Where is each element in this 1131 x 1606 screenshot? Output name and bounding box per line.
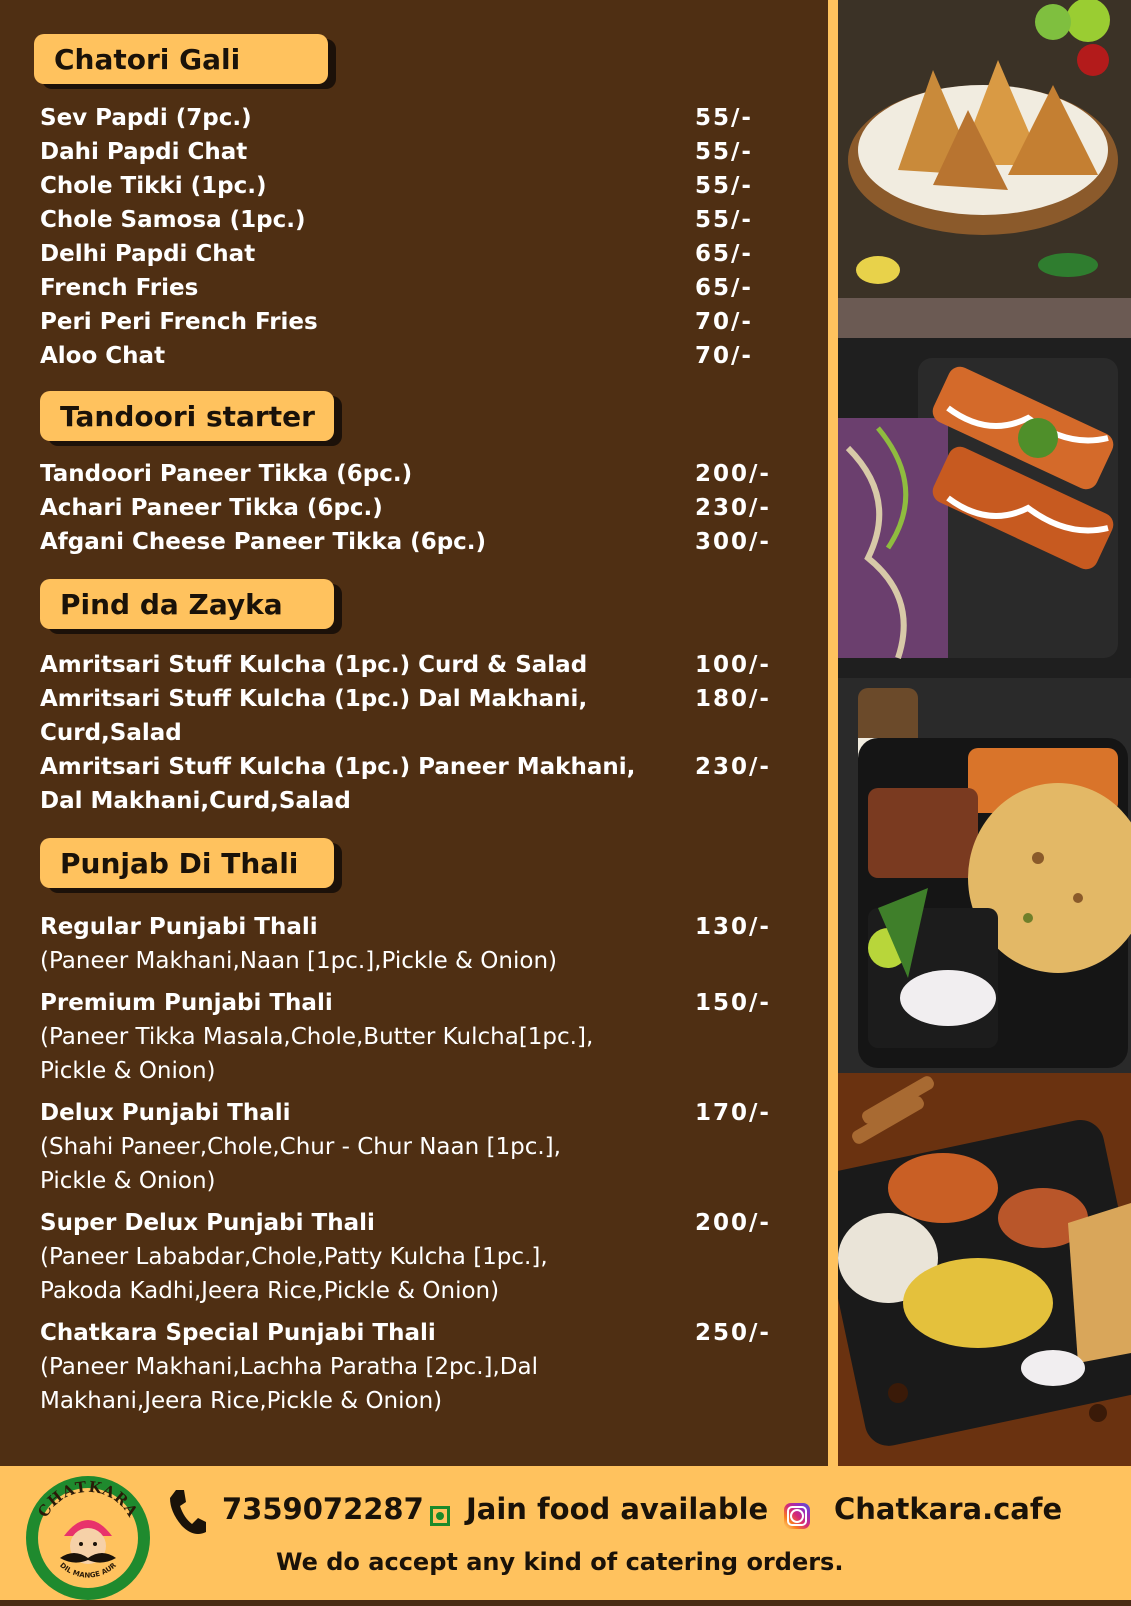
menu-item <box>40 457 775 491</box>
menu-item <box>40 135 775 169</box>
menu-item <box>40 491 775 525</box>
item-name: Chole Tikki (1pc.) <box>40 173 267 199</box>
item-price: 70/- <box>695 309 753 335</box>
item-name: Peri Peri French Fries <box>40 309 318 335</box>
item-name: Amritsari Stuff Kulcha (1pc.) Curd & Salad <box>40 652 588 678</box>
item-price: 230/- <box>695 754 771 780</box>
item-name: Chole Samosa (1pc.) <box>40 207 306 233</box>
veg-icon <box>430 1506 450 1526</box>
item-price: 230/- <box>695 495 771 521</box>
item-price: 170/- <box>695 1100 771 1126</box>
item-name: Delux Punjabi Thali <box>40 1100 291 1126</box>
item-description: (Shahi Paneer,Chole,Chur - Chur Naan [1pc.], Pickle & Onion) <box>40 1134 561 1194</box>
item-price: 180/- <box>695 686 771 712</box>
jain-food-text: Jain food available <box>466 1492 769 1526</box>
item-description: (Paneer Makhani,Lachha Paratha [2pc.],Dal Makhani,Jeera Rice,Pickle & Onion) <box>40 1354 538 1414</box>
section-title: Pind da Zayka <box>40 579 334 629</box>
samosa-photo <box>838 0 1131 298</box>
section-header-pind-da-zayka <box>40 579 334 629</box>
item-price: 300/- <box>695 529 771 555</box>
item-price: 200/- <box>695 1210 771 1236</box>
menu-item <box>40 750 775 818</box>
item-name: Delhi Papdi Chat <box>40 241 256 267</box>
item-name: Tandoori Paneer Tikka (6pc.) <box>40 461 413 487</box>
menu-item <box>40 271 775 305</box>
item-price: 55/- <box>695 105 753 131</box>
menu-item <box>40 101 775 135</box>
item-name: Super Delux Punjabi Thali <box>40 1210 375 1236</box>
section-title: Chatori Gali <box>34 34 328 84</box>
menu-item <box>40 203 775 237</box>
item-name: Achari Paneer Tikka (6pc.) <box>40 495 383 521</box>
instagram-icon <box>784 1503 810 1529</box>
item-name: Amritsari Stuff Kulcha (1pc.) Paneer Makhani, Dal Makhani,Curd,Salad <box>40 754 636 814</box>
instagram-handle[interactable]: Chatkara.cafe <box>834 1492 1063 1526</box>
item-description: (Paneer Makhani,Naan [1pc.],Pickle & Onion) <box>40 948 557 974</box>
item-price: 55/- <box>695 207 753 233</box>
item-name: French Fries <box>40 275 199 301</box>
item-price: 250/- <box>695 1320 771 1346</box>
phone-icon <box>168 1488 208 1538</box>
menu-item <box>40 525 775 559</box>
kulcha-thali-photo <box>838 678 1131 1073</box>
item-name: Amritsari Stuff Kulcha (1pc.) Dal Makhani, Curd,Salad <box>40 686 588 746</box>
phone-number[interactable]: 7359072287 <box>222 1492 424 1526</box>
item-price: 70/- <box>695 343 753 369</box>
menu-item <box>40 339 775 373</box>
footer <box>0 1466 1131 1600</box>
section-header-tandoori-starter <box>40 391 334 441</box>
svg-text:DIL MANGE AUR: DIL MANGE AUR <box>58 1561 118 1580</box>
item-name: Afgani Cheese Paneer Tikka (6pc.) <box>40 529 487 555</box>
item-price: 55/- <box>695 173 753 199</box>
svg-text:CHATKARA: CHATKARA <box>34 1477 142 1521</box>
menu-item <box>40 237 775 271</box>
food-photo-column <box>838 0 1131 1466</box>
item-name: Sev Papdi (7pc.) <box>40 105 252 131</box>
menu-item <box>40 169 775 203</box>
item-price: 55/- <box>695 139 753 165</box>
item-description: (Paneer Lababdar,Chole,Patty Kulcha [1pc.], Pakoda Kadhi,Jeera Rice,Pickle & Onion) <box>40 1244 548 1304</box>
chatkara-logo <box>24 1474 152 1602</box>
menu-item <box>40 986 775 1088</box>
item-price: 130/- <box>695 914 771 940</box>
item-price: 150/- <box>695 990 771 1016</box>
menu-item <box>40 1206 775 1308</box>
menu-item <box>40 1096 775 1198</box>
item-name: Regular Punjabi Thali <box>40 914 318 940</box>
section-header-punjab-di-thali <box>40 838 334 888</box>
punjabi-thali-photo <box>838 1073 1131 1466</box>
item-name: Premium Punjabi Thali <box>40 990 333 1016</box>
item-name: Chatkara Special Punjabi Thali <box>40 1320 436 1346</box>
menu-item <box>40 648 775 682</box>
menu-item <box>40 682 775 750</box>
menu-item <box>40 1316 775 1418</box>
item-price: 65/- <box>695 241 753 267</box>
item-price: 65/- <box>695 275 753 301</box>
accent-divider <box>828 0 838 1466</box>
catering-note: We do accept any kind of catering orders. <box>276 1548 844 1576</box>
paneer-tikka-photo <box>838 298 1131 678</box>
menu-item <box>40 910 775 978</box>
section-title: Tandoori starter <box>40 391 334 441</box>
item-name: Aloo Chat <box>40 343 166 369</box>
menu-item <box>40 305 775 339</box>
item-name: Dahi Papdi Chat <box>40 139 248 165</box>
item-description: (Paneer Tikka Masala,Chole,Butter Kulcha[1pc.], Pickle & Onion) <box>40 1024 594 1084</box>
item-price: 200/- <box>695 461 771 487</box>
section-header-chatori-gali <box>34 34 328 84</box>
section-title: Punjab Di Thali <box>40 838 334 888</box>
item-price: 100/- <box>695 652 771 678</box>
